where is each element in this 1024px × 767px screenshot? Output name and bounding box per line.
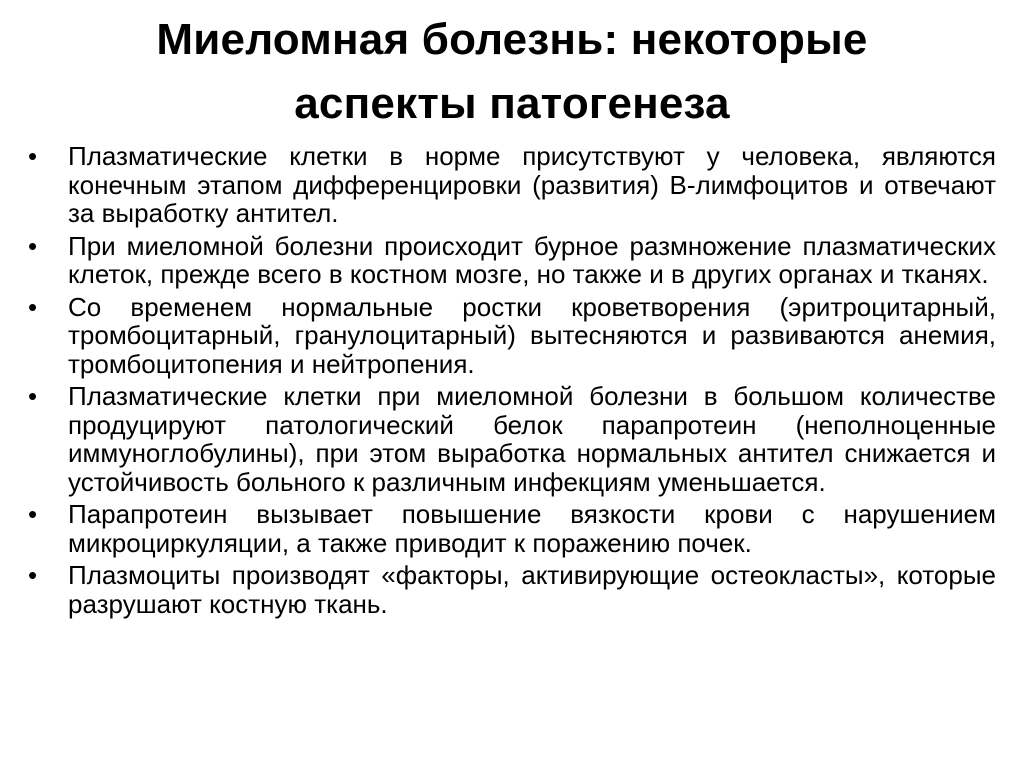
bullet-marker: • (28, 499, 38, 529)
bullet-item (28, 381, 996, 497)
bullet-text: Парапротеин вызывает повышение вязкости крови с нарушением микроциркуляции, а также приводит к поражению почек. (68, 499, 996, 558)
bullet-text: Со временем нормальные ростки кроветворения (эритроцитарный, тромбоцитарный, гранулоцитарный) вытесняются и развиваются анемия, тромбоцитопения и нейтропения. (68, 291, 996, 379)
bullet-text: Плазматические клетки в норме присутствуют у человека, являются конечным этапом дифференцировки (развития) В-лимфоцитов и отвечают за выработку антител. (68, 141, 996, 228)
bullet-item (28, 291, 996, 379)
bullet-item (28, 499, 996, 558)
slide-title-line-1: Миеломная болезнь: некоторые (156, 15, 868, 64)
slide-title-line-2: аспекты патогенеза (294, 79, 730, 128)
bullet-text: Плазматические клетки при миеломной болезни в большом количестве продуцируют патологический белок парапротеин (неполноценные иммуноглобулины), при этом выработка нормальных антител снижается и устойчивость больного к различным инфекциям уменьшается. (68, 381, 996, 497)
bullet-marker: • (28, 381, 38, 411)
bullet-marker: • (28, 560, 38, 590)
bullet-item (28, 230, 996, 289)
bullet-marker: • (28, 230, 38, 261)
bullet-item (28, 560, 996, 619)
bullet-marker: • (28, 291, 38, 322)
bullet-text: Плазмоциты производят «факторы, активирующие остеокласты», которые разрушают костную ткань. (68, 560, 996, 619)
bullet-marker: • (28, 141, 38, 171)
bullet-text: При миеломной болезни происходит бурное размножение плазматических клеток, прежде всего в костном мозге, но также и в других органах и тканях. (68, 230, 996, 289)
bullet-list (0, 142, 1024, 622)
bullet-item (28, 141, 996, 228)
slide-title (60, 8, 964, 136)
